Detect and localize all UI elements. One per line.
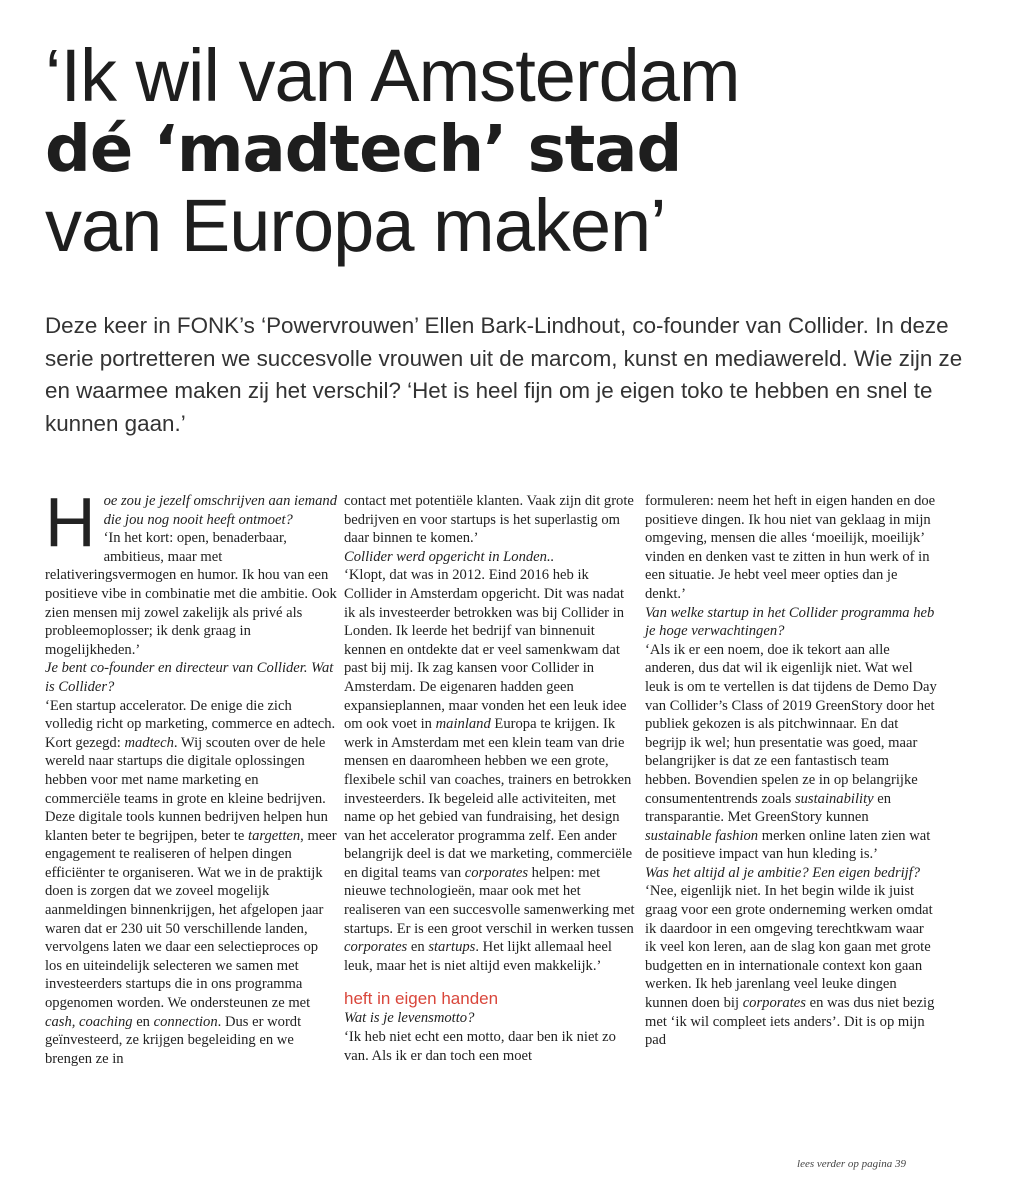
answer: ‘Nee, eigenlijk niet. In het begin wilde ik juist graag voor een grote onderneming werken omdat ik daardoor in een omgeving terechtkwam waar ik veel kon leren, aan de slag kon gaan met grote budgetten en in internationale context kon gaan werken. Ik heb jarenlang veel leuke dingen kunnen doen bij corporates en was dus niet bezig met ‘ik wil compleet iets anders’. Dit is op mijn pad — [645, 883, 935, 1049]
answer: formuleren: neem het heft in eigen handen en doe positieve dingen. Ik hou niet van geklaag in mijn omgeving, mensen die alles ‘moeilijk, moeilijk’ vinden en denken vast te zitten in hun werk of in een situatie. Je hebt veel meer opties dan je denkt.’ — [645, 493, 936, 602]
question: Wat is je levensmotto? — [344, 1010, 475, 1027]
article-column-3 — [645, 492, 937, 1050]
answer: ‘Ik heb niet echt een motto, daar ben ik niet zo van. Als ik er dan toch een moet — [344, 1029, 616, 1064]
question: Collider werd opgericht in Londen.. — [344, 548, 555, 565]
question: Was het altijd al je ambitie? Een eigen bedrijf? — [645, 864, 921, 881]
intro-paragraph: Deze keer in FONK’s ‘Powervrouwen’ Ellen Bark-Lindhout, co-founder van Collider. In deze serie portretteren we succesvolle vrouwen uit de marcom, kunst en mediawereld. Wie zijn ze en waarmee maken zij het verschil? ‘Het is heel fijn om je eigen toko te hebben en snel te kunnen gaan.’ — [45, 313, 963, 436]
article-column-1 — [45, 483, 338, 1068]
drop-cap: H — [45, 483, 96, 561]
headline — [45, 34, 985, 267]
answer: ‘Klopt, dat was in 2012. Eind 2016 heb ik Collider in Amsterdam opgericht. Dit was nadat ik als investeerder betrokken was bij Collider in Londen. Ik leerde het bedrijf van binnenuit kennen en ontdekte dat er veel samenkwam dat past bij mij. Ik zag kansen voor Collider in Amsterdam. De eigenaren hadden geen expansieplannen, maar vonden het een leuk idee om ook voet in mainland Europa te krijgen. Ik werk in Amsterdam met een klein team van drie mensen en daaromheen hebben we een grote, flexibele schil van coaches, trainers en betrokken investeerders. Ik begeleid alle activiteiten, met name op het gebied van fundraising, het design van het accelerator programma zelf. Een ander belangrijk deel is dat we marketing, commerciële en digital teams van corporates helpen: met nieuwe technologieën, maar ook met het realiseren van een succesvolle samenwerking met startups. Er is een groot verschil in werken tussen corporates en startups. Het lijkt allemaal heel leuk, maar het is niet altijd even makkelijk.’ — [344, 567, 635, 974]
headline-line-3: van Europa maken’ — [45, 184, 666, 267]
answer: ‘Een startup accelerator. De enige die zich volledig richt op marketing, commerce en adtech. Kort gezegd: madtech. Wij scouten over de hele wereld naar startups die digitale oplossingen hebben voor met name marketing en commerciële teams in grote en kleine bedrijven. Deze digitale tools kunnen bedrijven helpen hun klanten beter te begrijpen, beter te targetten, meer engagement te realiseren of helpen dingen efficiënter te organiseren. Wat we in de praktijk doen is zorgen dat we zoveel mogelijk aanmeldingen binnenkrijgen, het afgelopen jaar waren dat er 230 uit 50 verschillende landen, vervolgens laten we daar een selectieproces op los en uiteindelijk selecteren we samen met investeerders startups die in ons programma opgenomen worden. We ondersteunen ze met cash, coaching en connection. Dus er wordt geïnvesteerd, ze krijgen begeleiding en we brengen ze in — [45, 697, 337, 1067]
subheading: heft in eigen handen — [344, 989, 499, 1009]
answer: ‘In het kort: open, benaderbaar, ambitieus, maar met relativeringsvermogen en humor. Ik hou van een positieve vibe in combinatie met die ambitie. Ook zien mensen mij zowel zakelijk als privé als probleemoplosser; ik denk graag in mogelijkheden.’ — [45, 530, 337, 658]
answer: ‘Als ik er een noem, doe ik tekort aan alle anderen, dus dat wil ik eigenlijk niet. Wat wel leuk is om te vertellen is dat tijdens de Demo Day van Collider’s Class of 2019 GreenStory door het publiek gekozen is als pitchwinnaar. En dat begrijp ik wel; hun presentatie was goed, maar belangrijker is dat ze een fantastisch team hebben. Bovendien spelen ze in op belangrijke consumententrends zoals sustainability en transparantie. Met GreenStory kunnen sustainable fashion merken online laten zien wat de positieve impact van hun kleding is.’ — [645, 641, 937, 863]
question: Je bent co-founder en directeur van Collider. Wat is Collider? — [45, 660, 334, 695]
answer: contact met potentiële klanten. Vaak zijn dit grote bedrijven en voor startups is het superlastig om daar binnen te komen.’ — [344, 493, 634, 547]
headline-line-2: dé ‘madtech’ stad — [45, 113, 682, 187]
continuation-note: lees verder op pagina 39 — [797, 1158, 906, 1170]
question: oe zou je jezelf omschrijven aan iemand die jou nog nooit heeft ontmoet? — [103, 493, 338, 528]
question: Van welke startup in het Collider programma heb je hoge verwachtingen? — [645, 604, 935, 640]
headline-line-1: ‘Ik wil van Amsterdam — [45, 34, 740, 117]
article-column-2 — [344, 492, 636, 1065]
